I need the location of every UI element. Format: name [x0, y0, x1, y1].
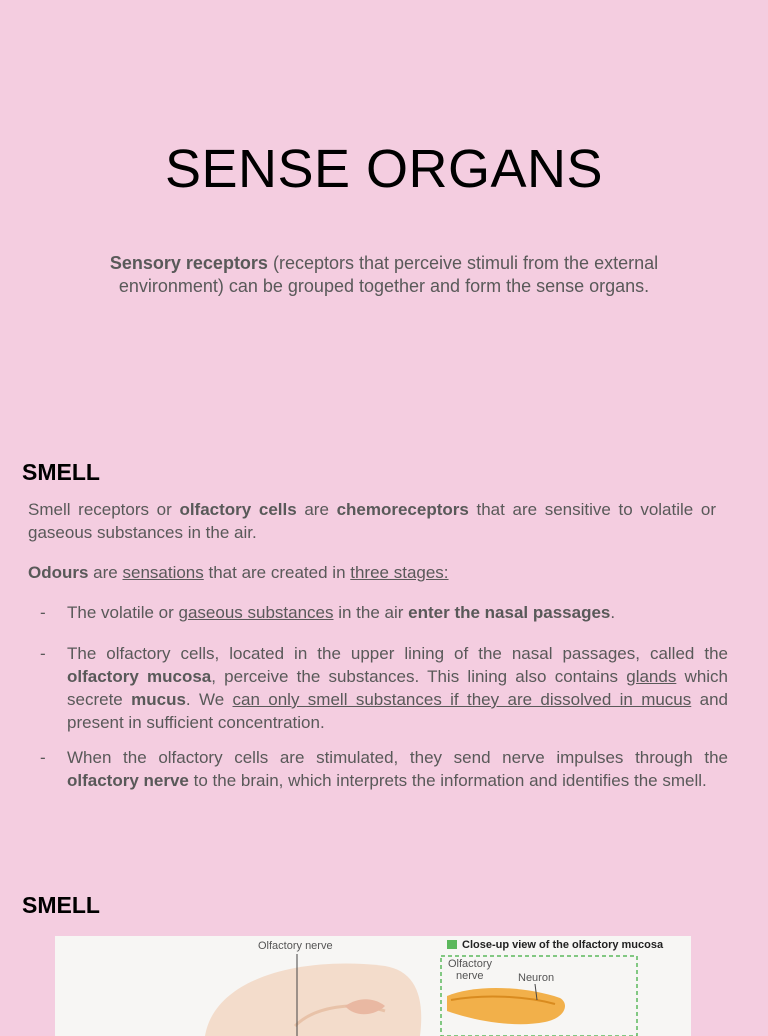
- term-olfactory-nerve: olfactory nerve: [67, 771, 189, 790]
- label-olfactory-nerve: Olfactory nerve: [258, 940, 333, 952]
- text: Smell receptors or: [28, 500, 180, 519]
- text: The olfactory cells, located in the upper lining of the nasal passages, called the: [67, 644, 728, 663]
- term-gaseous-substances: gaseous substances: [178, 603, 334, 622]
- text: that are created in: [203, 563, 351, 582]
- text: in the air: [333, 603, 409, 622]
- term-glands: glands: [626, 667, 677, 686]
- intro-text: (receptors that perceive stimuli from the external environment) can be grouped together and form the sense organs.: [118, 253, 659, 296]
- term-dissolved-in-mucus: can only smell substances if they are dissolved in mucus: [232, 690, 692, 709]
- term-odours: Odours: [28, 563, 89, 582]
- section-heading-smell: SMELL: [22, 459, 100, 485]
- term-olfactory-cells: olfactory cells: [179, 500, 297, 519]
- text: are: [88, 563, 123, 582]
- neuron-shape: [447, 988, 565, 1024]
- text: to the brain, which interprets the information and identifies the smell.: [188, 771, 707, 790]
- text: , perceive the substances. This lining also contains: [211, 667, 627, 686]
- section-heading-smell-2: SMELL: [22, 892, 100, 918]
- bullet-stage-1: [67, 601, 728, 624]
- text: The volatile or: [67, 603, 179, 622]
- term-chemoreceptors: chemoreceptors: [336, 500, 469, 519]
- bullet-stage-2: [67, 642, 728, 734]
- text: When the olfactory cells are stimulated, they send nerve impulses through the: [67, 748, 728, 767]
- odours-paragraph: [28, 561, 716, 584]
- bullet-dash: -: [40, 603, 46, 622]
- olfactory-diagram: [55, 936, 691, 1036]
- term-enter-nasal-passages: enter the nasal passages: [408, 603, 611, 622]
- label-nerve: nerve: [456, 970, 484, 982]
- text: . We: [185, 690, 233, 709]
- bullet-dash: -: [40, 644, 46, 663]
- term-three-stages: three stages:: [350, 563, 449, 582]
- smell-definition: [28, 498, 716, 544]
- legend-closeup: Close-up view of the olfactory mucosa: [462, 939, 664, 951]
- bullet-dash: -: [40, 748, 46, 767]
- text: are: [296, 500, 337, 519]
- bullet-stage-3: [67, 746, 728, 792]
- text: which secrete: [67, 667, 729, 709]
- intro-paragraph: [60, 252, 708, 298]
- olfactory-illustration: [55, 936, 691, 1036]
- label-neuron: Neuron: [518, 972, 555, 984]
- term-sensations: sensations: [122, 563, 204, 582]
- text: that are sensitive to volatile or gaseous substances in the air.: [28, 500, 716, 542]
- term-olfactory-mucosa: olfactory mucosa: [67, 667, 212, 686]
- label-olfactory: Olfactory: [448, 958, 493, 970]
- text: and present in sufficient concentration.: [67, 690, 728, 732]
- term-mucus: mucus: [131, 690, 186, 709]
- legend-swatch: [447, 940, 457, 949]
- text: .: [610, 603, 616, 622]
- head-outline: [205, 964, 421, 1036]
- intro-bold: Sensory receptors: [109, 253, 268, 273]
- slide-title: SENSE ORGANS: [164, 139, 604, 199]
